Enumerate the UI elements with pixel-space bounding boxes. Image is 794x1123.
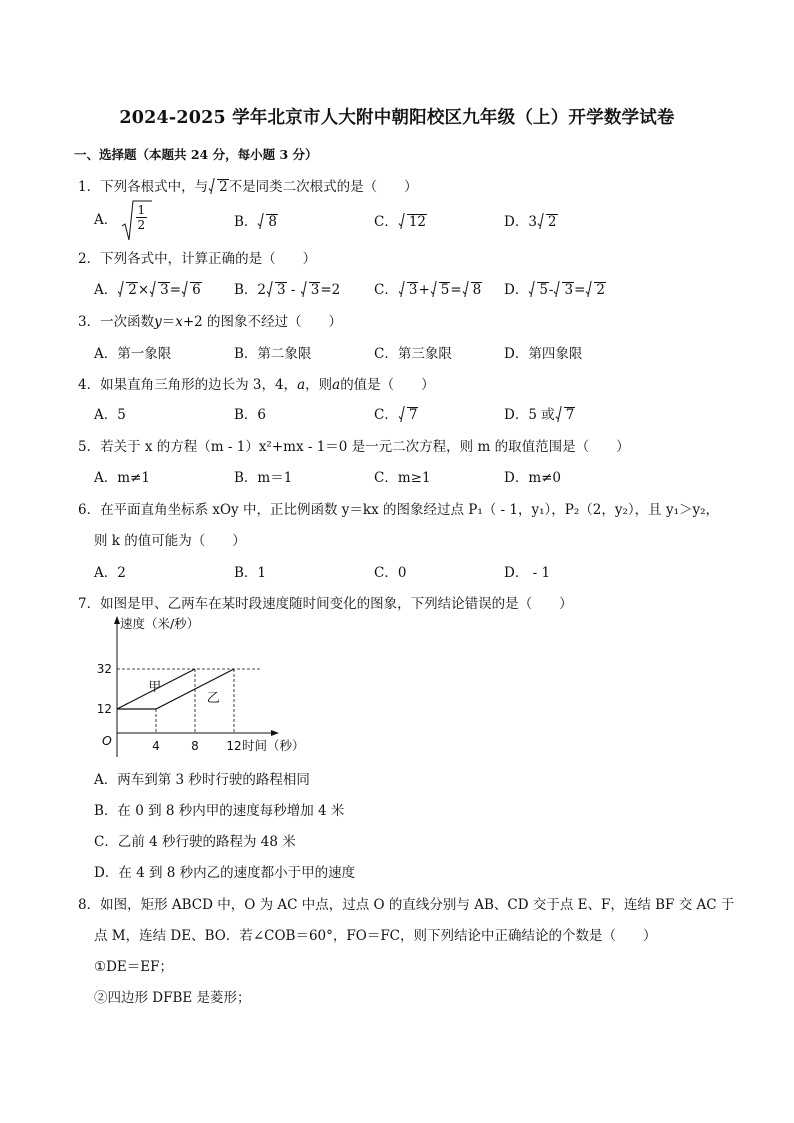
q2-d-label: D． bbox=[504, 282, 529, 298]
q2-c-radicand-1: 3 bbox=[408, 282, 418, 298]
q4-d-sqrt bbox=[556, 407, 576, 423]
q4-option-d[interactable] bbox=[504, 403, 575, 423]
q4-stem-text-c: 的值是（ ） bbox=[340, 377, 435, 393]
q1-a-numerator: 1 bbox=[137, 203, 146, 217]
q1-option-c[interactable] bbox=[374, 210, 427, 230]
q2-d-radicand-1: 5 bbox=[539, 282, 548, 298]
q4-stem-var-a: a bbox=[297, 377, 306, 393]
q1-c-label: C． bbox=[374, 214, 398, 230]
q2-d-sqrt-2 bbox=[554, 282, 574, 298]
x-tick-label: 8 bbox=[191, 739, 199, 753]
q2-d-radicand-3: 2 bbox=[596, 282, 605, 298]
q2-b-operator: - bbox=[286, 282, 300, 298]
q1-c-sqrt bbox=[399, 214, 427, 230]
q3-option-c[interactable]: C．第三象限 bbox=[374, 346, 452, 362]
q3-option-d[interactable]: D．第四象限 bbox=[504, 346, 583, 362]
q2-c-sqrt-1 bbox=[399, 282, 419, 298]
q3-stem-text-b: +2 的图象不经过（ ） bbox=[182, 314, 343, 330]
page-title: 2024-2025 学年北京市人大附中朝阳校区九年级（上）开学数学试卷 bbox=[119, 108, 675, 128]
q3-stem-var-y: y bbox=[154, 314, 162, 330]
q6-option-b[interactable]: B．1 bbox=[234, 565, 267, 581]
q4-stem-text-a: 4．如果直角三角形的边长为 3，4， bbox=[78, 377, 298, 393]
q2-a-sqrt-1 bbox=[118, 282, 138, 298]
q6-option-a[interactable]: A．2 bbox=[94, 565, 126, 581]
q1-stem-text-b: 不是同类二次根式的是（ ） bbox=[228, 179, 418, 195]
q1-a-sqrt bbox=[122, 200, 148, 232]
q1-d-coefficient: 3 bbox=[528, 214, 537, 230]
q3-option-a[interactable]: A．第一象限 bbox=[94, 346, 172, 362]
question-6-options bbox=[94, 561, 734, 585]
q7-option-d[interactable]: D．在 4 到 8 秒内乙的速度都小于甲的速度 bbox=[94, 865, 356, 881]
q2-c-sqrt-2 bbox=[431, 282, 451, 298]
q4-option-a[interactable]: A．5 bbox=[94, 407, 126, 423]
question-7-stem: 7．如图是甲、乙两车在某时段速度随时间变化的图象，下列结论错误的是（ ） bbox=[78, 596, 573, 612]
q4-c-label: C． bbox=[374, 407, 398, 423]
q4-c-radicand: 7 bbox=[408, 407, 418, 423]
q2-b-radicand-2: 3 bbox=[310, 282, 320, 298]
question-3-options bbox=[94, 342, 734, 366]
question-6-stem-line-1: 6．在平面直角坐标系 xOy 中，正比例函数 y＝kx 的图象经过点 P₁（ - 1，y₁），P₂（2，y₂），且 y₁＞y₂， bbox=[78, 502, 720, 518]
q1-stem-radicand: 2 bbox=[219, 179, 228, 195]
q1-d-radicand: 2 bbox=[547, 214, 557, 230]
q1-stem-sqrt bbox=[209, 179, 229, 195]
q2-d-sqrt-1 bbox=[529, 282, 549, 298]
q8-statement-2: ②四边形 DFBE 是菱形； bbox=[94, 990, 251, 1006]
y-tick-label: 32 bbox=[96, 662, 112, 676]
q2-c-equals: = bbox=[450, 282, 462, 298]
q1-a-denominator: 2 bbox=[137, 218, 146, 232]
q2-option-d[interactable] bbox=[504, 278, 606, 298]
q2-c-label: C． bbox=[374, 282, 398, 298]
q1-option-d[interactable] bbox=[504, 210, 558, 230]
q4-stem-text-b: ，则 bbox=[305, 377, 333, 393]
q2-d-radicand-2: 3 bbox=[564, 282, 574, 298]
q2-d-operator: - bbox=[548, 282, 554, 298]
question-4-options bbox=[94, 403, 734, 427]
q2-a-equals: = bbox=[169, 282, 182, 298]
q2-a-radicand-3: 6 bbox=[192, 282, 201, 298]
q3-stem-var-x: x bbox=[175, 314, 183, 330]
question-5-options bbox=[94, 466, 734, 490]
q1-b-radicand: 8 bbox=[268, 214, 278, 230]
q2-c-radicand-3: 8 bbox=[472, 282, 482, 298]
y-axis-label: 速度（米/秒） bbox=[120, 616, 200, 631]
q7-option-b[interactable]: B．在 0 到 8 秒内甲的速度每秒增加 4 米 bbox=[94, 803, 345, 819]
q2-b-result: =2 bbox=[320, 282, 341, 298]
q2-d-sqrt-3 bbox=[586, 282, 606, 298]
q2-d-equals: = bbox=[574, 282, 586, 298]
q2-b-radicand-1: 3 bbox=[277, 282, 286, 298]
q1-option-b[interactable] bbox=[234, 210, 278, 230]
question-2-options bbox=[94, 278, 734, 302]
q2-b-coefficient: 2 bbox=[257, 282, 267, 298]
q1-c-radicand: 12 bbox=[408, 214, 427, 230]
question-2-stem: 2．下列各式中，计算正确的是（ ） bbox=[78, 251, 317, 267]
q2-a-radicand-1: 2 bbox=[128, 282, 137, 298]
x-axis-label: 时间（秒） bbox=[242, 738, 305, 753]
q2-a-label: A． bbox=[94, 282, 118, 298]
q1-d-sqrt bbox=[538, 214, 558, 230]
q8-statement-1: ①DE＝EF； bbox=[94, 959, 174, 975]
q5-option-a[interactable]: A．m≠1 bbox=[94, 470, 150, 486]
q4-stem-var-a-2: a bbox=[332, 377, 341, 393]
q4-d-label: D．5 或 bbox=[504, 407, 555, 423]
q2-a-sqrt-2 bbox=[150, 282, 170, 298]
q2-c-radicand-2: 5 bbox=[440, 282, 450, 298]
question-5-stem: 5．若关于 x 的方程（m - 1）x²+mx - 1＝0 是一元二次方程，则 m 的取值范围是（ ） bbox=[78, 439, 630, 455]
q2-b-sqrt-2 bbox=[301, 282, 321, 298]
q4-c-sqrt bbox=[399, 407, 419, 423]
question-3-stem bbox=[78, 310, 342, 330]
q7-option-c[interactable]: C．乙前 4 秒行驶的路程为 48 米 bbox=[94, 834, 296, 850]
q2-a-radicand-2: 3 bbox=[160, 282, 169, 298]
q1-a-label: A． bbox=[94, 211, 118, 228]
x-tick-label: 12 bbox=[226, 739, 242, 753]
series-label-yi: 乙 bbox=[206, 691, 220, 706]
origin-label: O bbox=[102, 733, 112, 748]
q2-c-sqrt-3 bbox=[463, 282, 483, 298]
q2-c-operator: + bbox=[418, 282, 430, 298]
q5-option-d[interactable]: D．m≠0 bbox=[504, 470, 562, 486]
section-heading: 一、选择题（本题共 24 分，每小题 3 分） bbox=[74, 147, 318, 162]
question-6-stem-line-2: 则 k 的值可能为（ ） bbox=[94, 533, 246, 549]
q2-option-a[interactable] bbox=[94, 278, 202, 298]
q2-option-b[interactable] bbox=[234, 278, 340, 298]
x-tick-label: 4 bbox=[152, 739, 160, 753]
question-8-stem-line-1: 8．如图，矩形 ABCD 中，O 为 AC 中点，过点 O 的直线分别与 AB、CD 交于点 E、F，连结 BF 交 AC 于 bbox=[78, 897, 735, 913]
series-label-jia: 甲 bbox=[148, 680, 162, 695]
question-4-stem bbox=[78, 373, 435, 393]
speed-time-chart bbox=[90, 612, 330, 762]
q1-b-sqrt bbox=[258, 214, 278, 230]
q1-b-label: B． bbox=[234, 214, 258, 230]
question-1-stem bbox=[78, 175, 418, 195]
x-axis-arrow bbox=[271, 730, 279, 736]
question-1-options bbox=[94, 200, 734, 232]
q2-b-sqrt-1 bbox=[267, 282, 287, 298]
q2-a-sqrt-3 bbox=[182, 282, 202, 298]
q4-d-radicand: 7 bbox=[565, 407, 575, 423]
q3-option-b[interactable]: B．第二象限 bbox=[234, 346, 312, 362]
q5-option-b[interactable]: B．m＝1 bbox=[234, 470, 293, 486]
q4-option-c[interactable] bbox=[374, 403, 418, 423]
q2-a-operator: × bbox=[137, 282, 150, 298]
question-8-stem-line-2: 点 M，连结 DE、BO．若∠COB＝60°，FO＝FC，则下列结论中正确结论的个数是（ ） bbox=[94, 928, 657, 944]
y-tick-label: 12 bbox=[96, 702, 112, 716]
q5-option-c[interactable]: C．m≥1 bbox=[374, 470, 431, 486]
q1-option-a[interactable] bbox=[94, 200, 147, 232]
q7-option-a[interactable]: A．两车到第 3 秒时行驶的路程相同 bbox=[94, 772, 310, 788]
q6-option-c[interactable]: C．0 bbox=[374, 565, 407, 581]
q2-b-label: B． bbox=[234, 282, 258, 298]
q1-stem-text-a: 1．下列各根式中，与 bbox=[78, 179, 209, 195]
q4-option-b[interactable]: B．6 bbox=[234, 407, 267, 423]
q2-option-c[interactable] bbox=[374, 278, 482, 298]
q1-d-label: D． bbox=[504, 214, 529, 230]
q6-option-d[interactable]: D． - 1 bbox=[504, 565, 551, 581]
q3-stem-text-a: 3．一次函数 bbox=[78, 314, 155, 330]
q3-stem-equals: ＝ bbox=[161, 314, 176, 330]
